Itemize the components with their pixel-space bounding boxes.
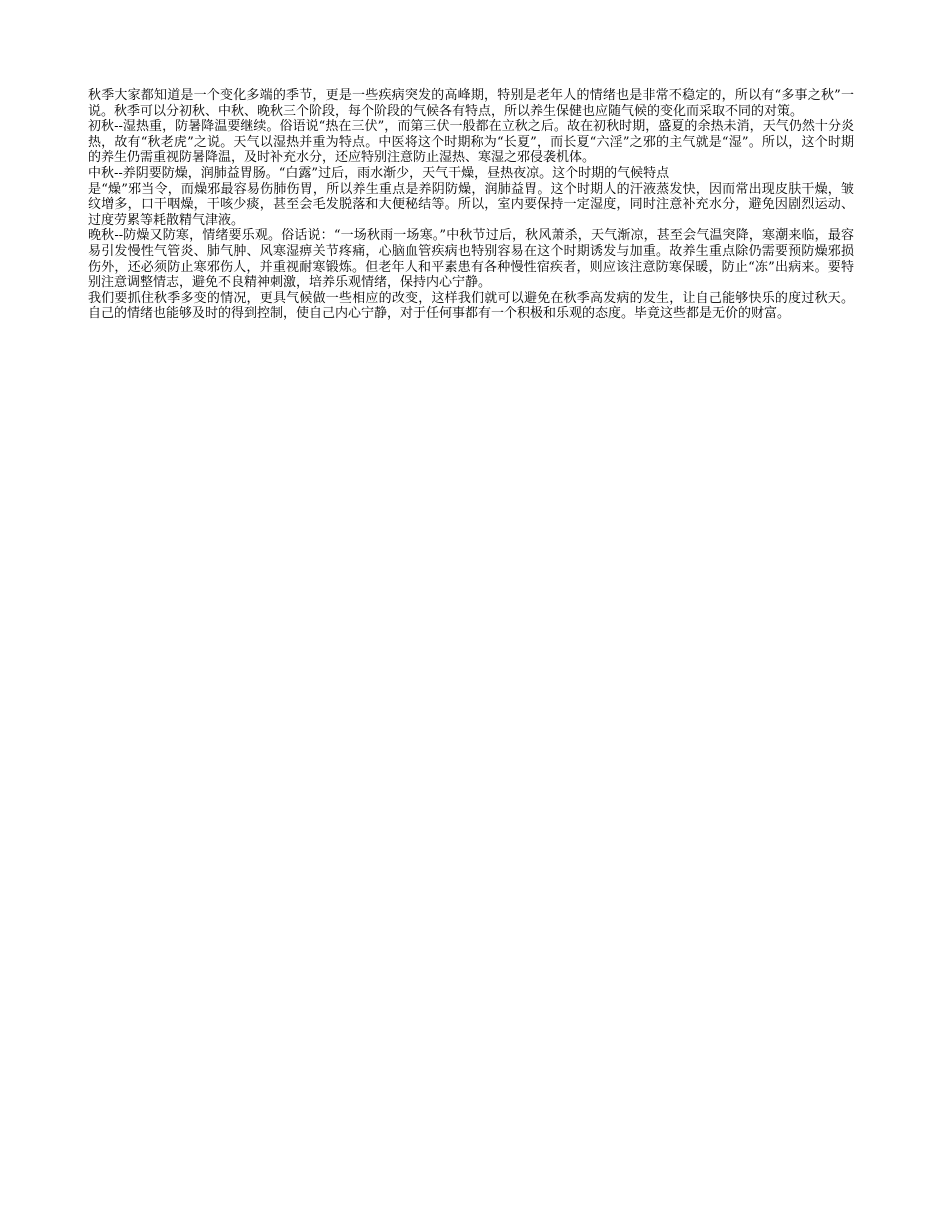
document-body	[88, 88, 854, 322]
paragraph-mid-autumn: 中秋--养阴要防燥，润肺益胃肠。“白露”过后，雨水渐少，天气干燥，昼热夜凉。这个时期的气候特点	[88, 165, 670, 181]
paragraph-conclusion: 我们要抓住秋季多变的情况，更具气候做一些相应的改变，这样我们就可以避免在秋季高发病的发生，让自己能够快乐的度过秋天。自己的情绪也能够及时的得到控制，使自己内心宁静，对于任何事都有一个积极和乐观的态度。毕竟这些都是无价的财富。	[88, 290, 854, 322]
paragraph-early-autumn: 初秋--湿热重，防暑降温要继续。俗语说“热在三伏”，而第三伏一般都在立秋之后。故在初秋时期，盛夏的余热未消，天气仍然十分炎热，故有“秋老虎”之说。天气以湿热并重为特点。中医将这个时期称为“长夏”，而长夏“六淫”之邪的主气就是“湿”。所以，这个时期的养生仍需重视防暑降温，及时补充水分，还应特别注意防止湿热、寒湿之邪侵袭机体。	[88, 119, 854, 166]
paragraph-late-autumn: 晚秋--防燥又防寒，情绪要乐观。俗话说：“一场秋雨一场寒。”中秋节过后，秋风萧杀，天气渐凉，甚至会气温突降，寒潮来临，最容易引发慢性气管炎、肺气肿、风寒湿痹关节疼痛，心脑血管疾病也特别容易在这个时期诱发与加重。故养生重点除仍需要预防燥邪损伤外，还必须防止寒邪伤人，并重视耐寒锻炼。但老年人和平素患有各种慢性宿疾者，则应该注意防寒保暖，防止“冻”出病来。要特别注意调整情志，避免不良精神刺激，培养乐观情绪，保持内心宁静。	[88, 228, 854, 291]
paragraph-mid-autumn-continued: 是“燥”邪当令，而燥邪最容易伤肺伤胃，所以养生重点是养阴防燥，润肺益胃。这个时期人的汗液蒸发快，因而常出现皮肤干燥，皱纹增多，口干咽燥，干咳少痰，甚至会毛发脱落和大便秘结等。所以，室内要保持一定湿度，同时注意补充水分，避免因剧烈运动、过度劳累等耗散精气津液。	[88, 181, 854, 228]
paragraph-intro: 秋季大家都知道是一个变化多端的季节，更是一些疾病突发的高峰期，特别是老年人的情绪也是非常不稳定的，所以有“多事之秋”一说。秋季可以分初秋、中秋、晚秋三个阶段，每个阶段的气候各有特点，所以养生保健也应随气候的变化而采取不同的对策。	[88, 88, 854, 119]
